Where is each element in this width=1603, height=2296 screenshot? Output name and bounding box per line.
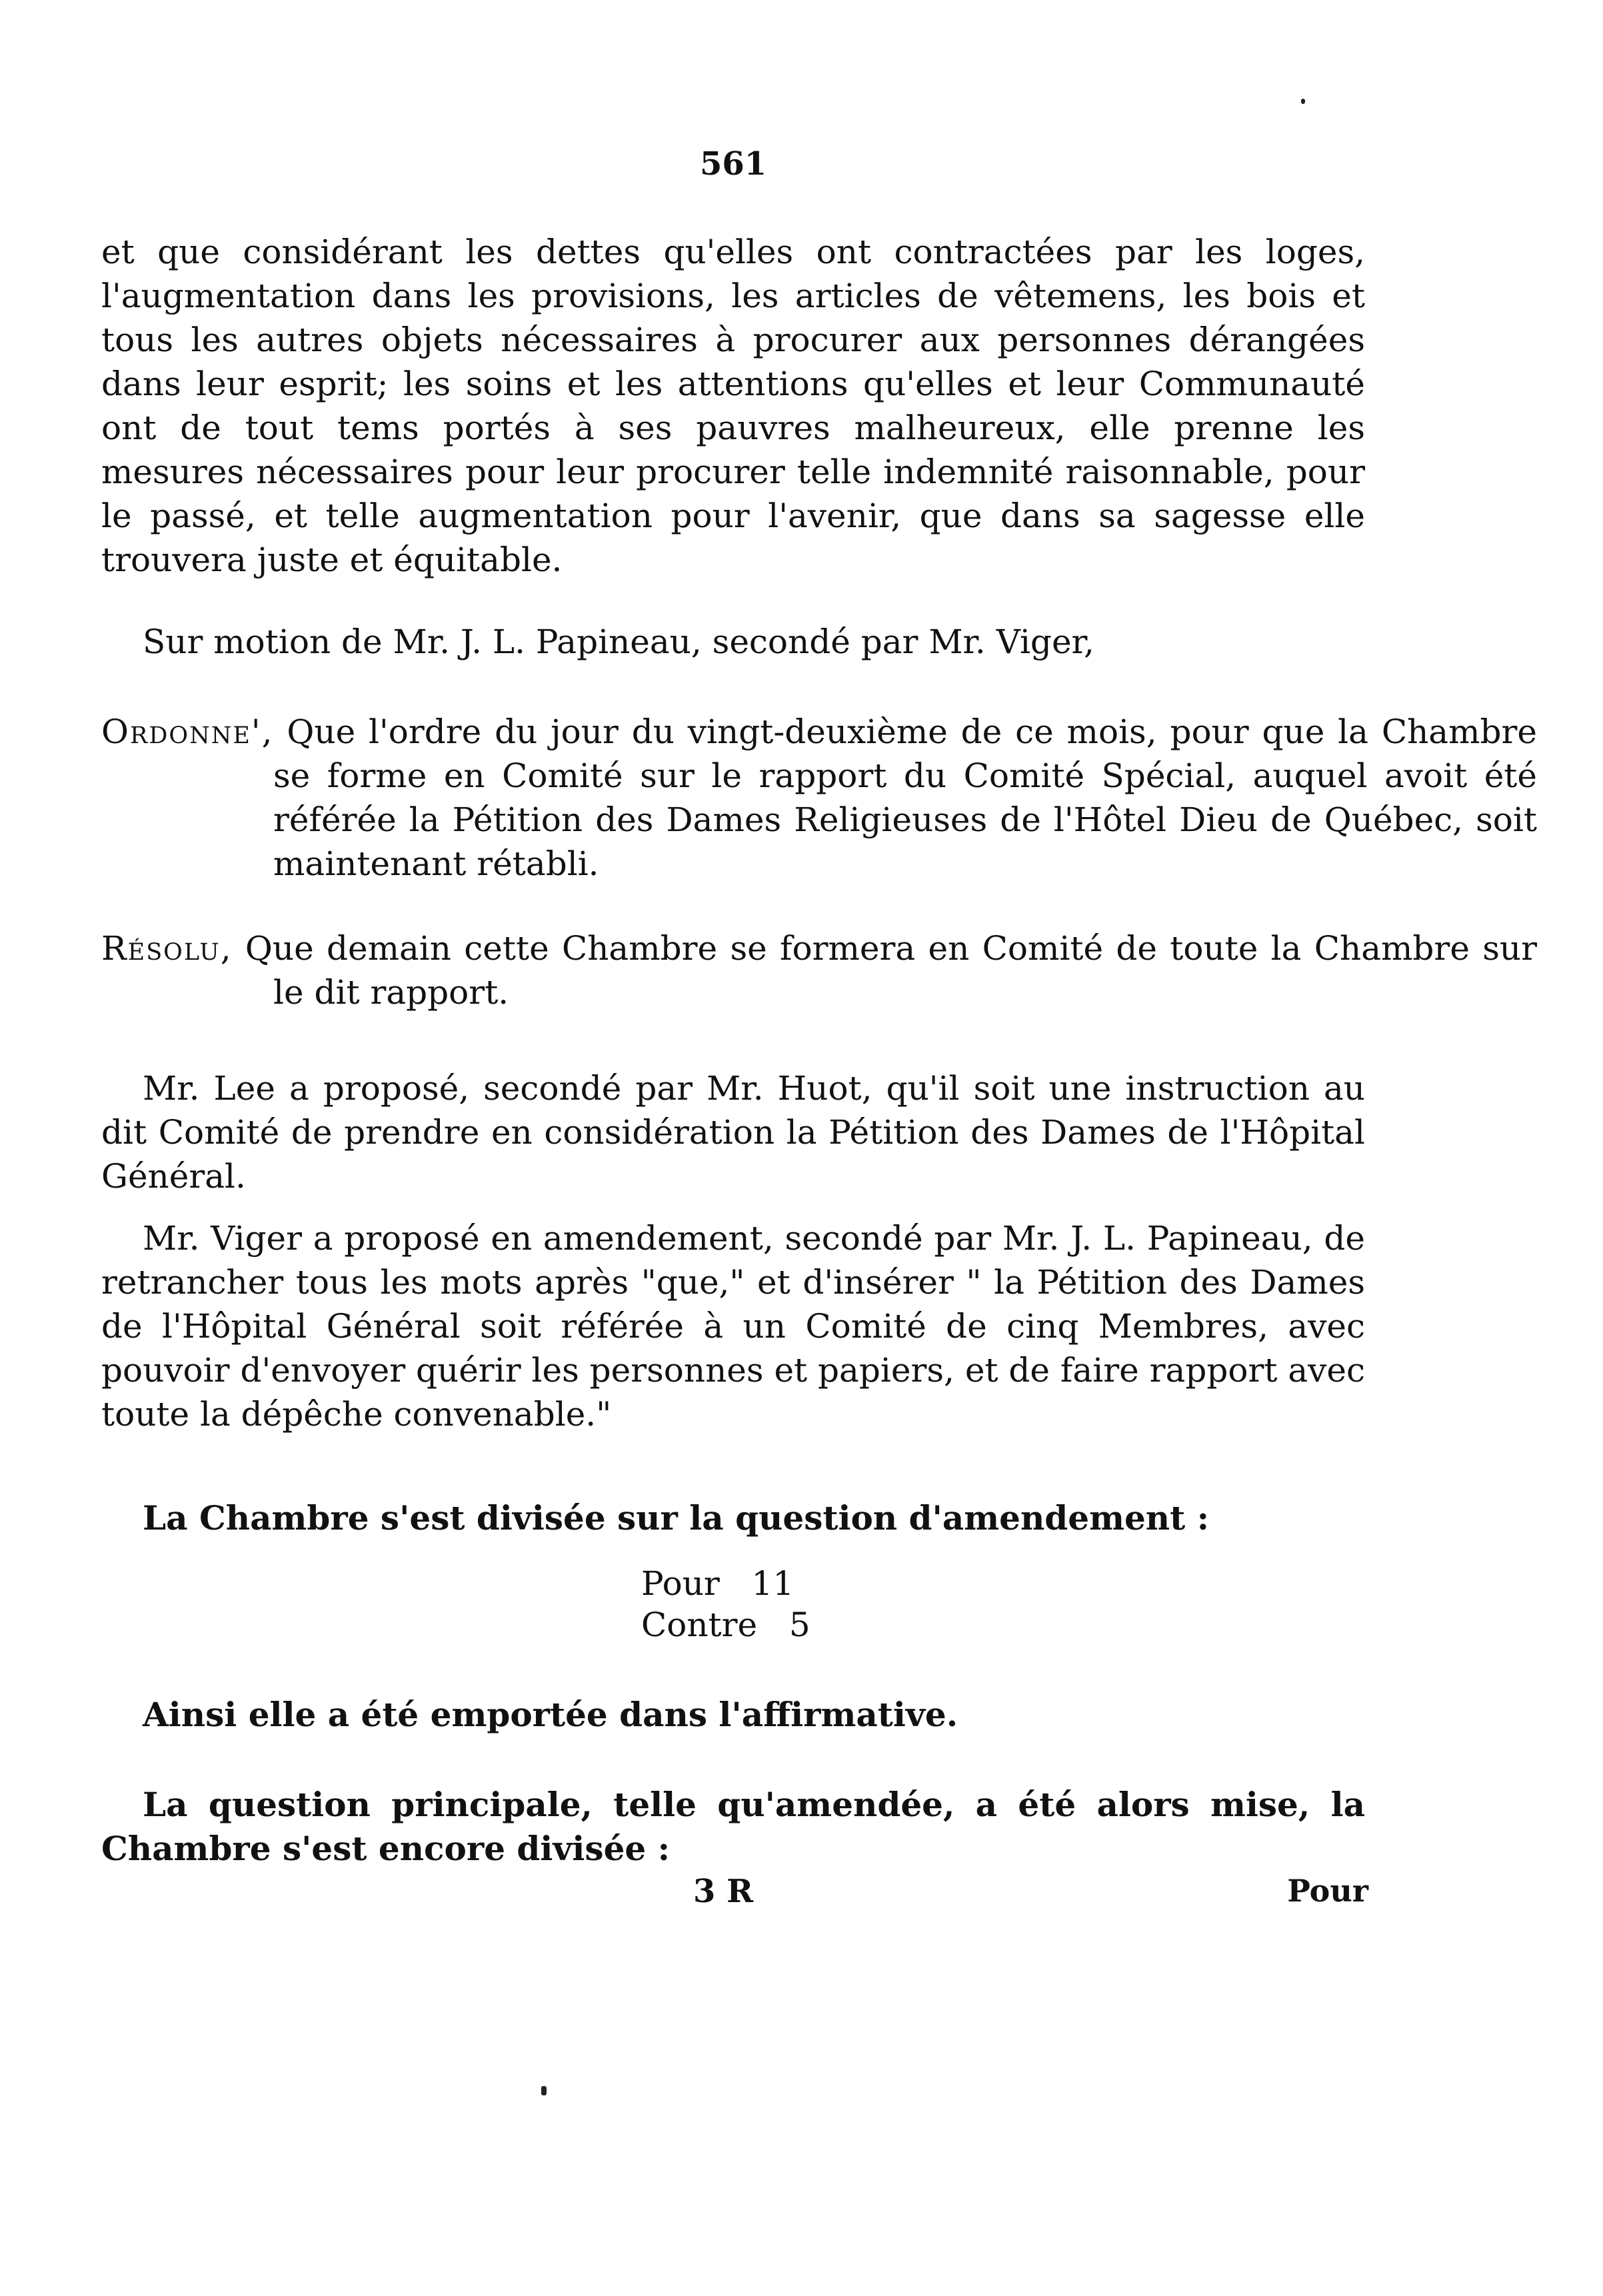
paragraph-affirmative: Ainsi elle a été emportée dans l'affirmative. (143, 1695, 958, 1734)
paragraph-lee-proposal: Mr. Lee a proposé, secondé par Mr. Huot, qu'il soit une instruction au dit Comité de prendre en considération la Pétition des Dames de l'Hôpital Général. (101, 1069, 1365, 1196)
vote-contre-label: Contre (641, 1606, 758, 1644)
ink-speck (1301, 99, 1305, 104)
paragraph-viger-amendment: Mr. Viger a proposé en amendement, secondé par Mr. J. L. Papineau, de retrancher tous les mots après "que," et d'insérer " la Pétition des Dames de l'Hôpital Général soit référée à un Comité de cinq Membres, avec pouvoir d'envoyer quérir les personnes et papiers, et de faire rapport avec toute la dépêche convenable." (101, 1219, 1365, 1434)
signature-mark: 3 R (693, 1873, 753, 1910)
resolu-label: Résolu, (101, 929, 233, 968)
ordonne-text: Que l'ordre du jour du vingt-deuxième de ce mois, pour que la Chambre se forme en Comité sur le rapport du Comité Spécial, auquel avoit été référée la Pétition des Dames Religieuses de l'Hôtel Dieu de Québec, soit maintenant rétabli. (273, 712, 1537, 883)
paragraph-motion: Sur motion de Mr. J. L. Papineau, secondé par Mr. Viger, (143, 622, 1094, 661)
catchword: Pour (1287, 1873, 1368, 1909)
vote-tally (641, 1563, 810, 1646)
ordonne-label: Ordonne', (101, 712, 274, 751)
ink-speck (541, 2086, 547, 2095)
paragraph-division-amendment: La Chambre s'est divisée sur la question d'amendement : (143, 1498, 1210, 1538)
paragraph-resolu (101, 926, 1537, 1014)
vote-pour-label: Pour (641, 1564, 720, 1603)
vote-contre-value: 5 (789, 1606, 810, 1644)
vote-pour-row (641, 1563, 810, 1604)
paragraph-main-question: La question principale, telle qu'amendée, a été alors mise, la Chambre s'est encore divisée : (101, 1785, 1365, 1868)
vote-pour-value: 11 (751, 1564, 795, 1603)
page-number: 561 (700, 145, 767, 183)
resolu-text: Que demain cette Chambre se formera en Comité de toute la Chambre sur le dit rapport. (245, 929, 1537, 1012)
paragraph-petition-continuation: et que considérant les dettes qu'elles ont contractées par les loges, l'augmentation dans les provisions, les articles de vêtemens, les bois et tous les autres objets nécessaires à procurer aux personnes dérangées dans leur esprit; les soins et les attentions qu'elles et leur Communauté ont de tout tems portés à ses pauvres malheureux, elle prenne les mesures nécessaires pour leur procurer telle indemnité raisonnable, pour le passé, et telle augmentation pour l'avenir, que dans sa sagesse elle trouvera juste et équitable. (101, 233, 1365, 579)
paragraph-ordonne (101, 710, 1537, 886)
vote-contre-row (641, 1604, 810, 1646)
